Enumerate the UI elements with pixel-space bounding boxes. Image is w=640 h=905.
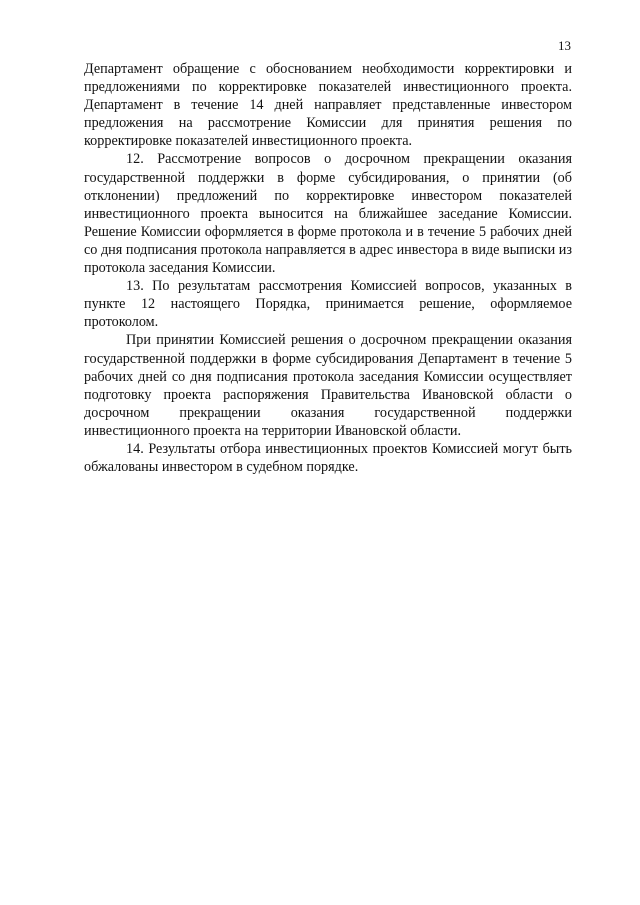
paragraph-14: 14. Результаты отбора инвестиционных проектов Комиссией могут быть обжалованы инвестором в судебном порядке. — [84, 440, 572, 476]
paragraph-12: 12. Рассмотрение вопросов о досрочном прекращении оказания государственной поддержки в форме субсидирования, о принятии (об отклонении) предложений по корректировке инвестором показателей инвестиционного проекта выносится на ближайшее заседание Комиссии. Решение Комиссии оформляется в форме протокола и в течение 5 рабочих дней со дня подписания протокола направляется в адрес инвестора в виде выписки из протокола заседания Комиссии. — [84, 151, 572, 277]
document-body — [84, 60, 572, 476]
paragraph-commission-decision: При принятии Комиссией решения о досрочном прекращении оказания государственной поддержки в форме субсидирования Департамент в течение 5 рабочих дней со дня подписания протокола заседания Комиссии осуществляет подготовку проекта распоряжения Правительства Ивановской области о досрочном прекращении оказания государственной поддержки инвестиционного проекта на территории Ивановской области. — [84, 332, 572, 439]
paragraph-13: 13. По результатам рассмотрения Комиссией вопросов, указанных в пункте 12 настоящего Порядка, принимается решение, оформляемое протоколом. — [84, 278, 572, 331]
page-number: 13 — [558, 38, 571, 53]
paragraph-continuation: Департамент обращение с обоснованием необходимости корректировки и предложениями по корректировке показателей инвестиционного проекта. Департамент в течение 14 дней направляет представленные инвестором предложения на рассмотрение Комиссии для принятия решения по корректировке показателей инвестиционного проекта. — [84, 61, 572, 150]
